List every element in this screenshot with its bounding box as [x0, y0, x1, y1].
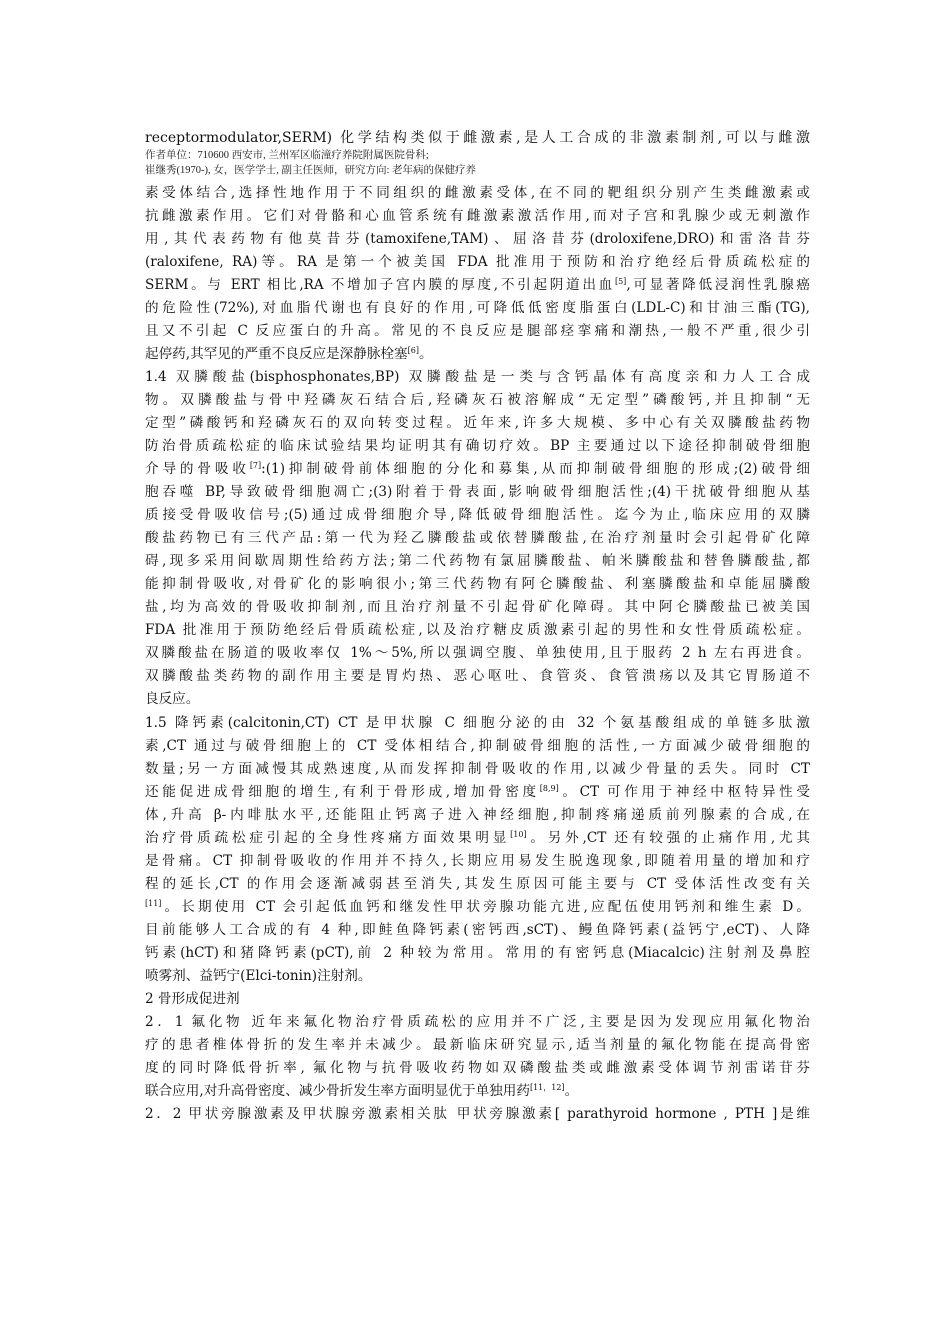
text-segment: 素,CT 通过与破骨细胞上的 CT 受体相结合,抑制破骨细胞的活性,一方面减少破骨细胞的	[145, 738, 810, 754]
text-line	[145, 504, 810, 526]
text-line	[145, 919, 810, 941]
text-line	[145, 527, 810, 549]
citation-ref: [11]	[145, 899, 162, 908]
text-segment: FDA 批准用于预防绝经后骨质疏松症,以及治疗糖皮质激素引起的男性和女性骨质疏松症。	[145, 622, 810, 638]
text-line	[145, 343, 810, 365]
text-line	[145, 297, 810, 319]
text-segment: 质接受骨吸收信号;(5)通过成骨细胞介导,降低破骨细胞活性。迄今为止,临床应用的双膦	[145, 507, 810, 523]
text-line	[145, 1034, 810, 1056]
text-line	[145, 228, 810, 250]
author-unit-note: 作者单位：710600 西安市, 兰州军区临潼疗养院附属医院骨科;	[145, 150, 429, 161]
text-segment: 体,升高 β-内啡肽水平,还能阻止钙离子进入神经细胞,抑制疼痛递质前列腺素的合成,在	[145, 807, 810, 823]
text-line	[145, 781, 810, 803]
text-segment: 2．1 氟化物 近年来氟化物治疗骨质疏松的应用并不广泛,主要是因为发现应用氟化物治	[145, 1014, 810, 1030]
text-segment: 还能促进成骨细胞的增生,有利于骨形成,增加骨密度	[145, 784, 540, 800]
citation-ref: [7]	[249, 461, 262, 470]
text-segment: 。另外,CT 还有较强的止痛作用,尤其	[526, 830, 810, 846]
text-segment: 防治骨质疏松症的临床试验结果均证明其有确切疗效。BP 主要通过以下途径抑制破骨细胞	[145, 438, 810, 454]
text-line	[145, 665, 810, 687]
text-segment: 且又不引起 C 反应蛋白的升高。常见的不良反应是腿部痉挛痛和潮热,一般不严重,很少引	[145, 323, 810, 339]
text-segment: 。	[418, 346, 433, 362]
text-line	[145, 873, 810, 895]
text-segment: 酸盐药物已有三代产品:第一代为羟乙膦酸盐或依替膦酸盐,在治疗剂量时会引起骨矿化障	[145, 530, 810, 546]
text-segment: 良反应。	[145, 691, 200, 707]
text-line	[145, 942, 810, 964]
text-line	[145, 735, 810, 757]
text-segment: 治疗骨质疏松症引起的全身性疼痛方面效果明显	[145, 830, 511, 846]
text-segment: 度的同时降低骨折率, 氟化物与抗骨吸收药物如双磷酸盐类或雌激素受体调节剂雷诺苷芬	[145, 1060, 810, 1076]
text-line	[145, 1011, 810, 1033]
text-line	[145, 573, 810, 595]
text-line	[145, 988, 810, 1010]
text-segment: 双膦酸盐在肠道的吸收率仅 1%～5%,所以强调空腹、单独使用,且于服药 2 h 左右再进食。	[145, 645, 810, 661]
text-segment: 目前能够人工合成的有 4 种,即鲑鱼降钙素(密钙西,sCT)、鳗鱼降钙素(益钙宁,eCT)、人降	[145, 922, 810, 938]
text-segment: receptormodulator,SERM) 化学结构类似于雌激素,是人工合成的非激素制剂,可以与雌激	[145, 130, 810, 146]
citation-ref: [8,9]	[539, 784, 559, 793]
text-segment: 联合应用,对升高骨密度、减少骨折发生率方面明显优于单独用药	[145, 1083, 530, 1099]
text-line	[145, 366, 810, 388]
text-line	[145, 435, 810, 457]
text-line	[145, 642, 810, 664]
text-line	[145, 274, 810, 296]
text-segment: 胞吞噬 BP,导致破骨细胞凋亡;(3)附着于骨表面,影响破骨细胞活性;(4)干扰破骨细胞从基	[145, 484, 810, 500]
text-line	[145, 688, 810, 710]
text-line	[145, 1057, 810, 1079]
text-line	[145, 320, 810, 342]
text-line	[145, 619, 810, 641]
text-segment: 双膦酸盐类药物的副作用主要是胃灼热、恶心呕吐、食管炎、食管溃疡以及其它胃肠道不	[145, 668, 810, 684]
text-line	[145, 827, 810, 849]
text-segment: 数量;另一方面减慢其成熟速度,从而发挥抑制骨吸收的作用,以减少骨量的丢失。同时 CT	[145, 761, 810, 777]
text-line	[145, 251, 810, 273]
text-segment: 的危险性(72%),对血脂代谢也有良好的作用,可降低低密度脂蛋白(LDL-C)和甘油三酯(TG),	[145, 300, 810, 316]
text-segment: 喷雾剂、益钙宁(Elci-tonin)注射剂。	[145, 968, 372, 984]
text-segment: 抗雌激素作用。它们对骨骼和心血管系统有雌激素激活作用,而对子宫和乳腺少或无刺激作	[145, 208, 810, 224]
text-line	[145, 896, 810, 918]
text-segment: 介导的骨吸收	[145, 461, 250, 477]
citation-ref: [10]	[510, 830, 527, 839]
text-segment: 能抑制骨吸收,对骨矿化的影响很小;第三代药物有阿仑膦酸盐、利塞膦酸盐和卓能屈膦酸	[145, 576, 810, 592]
text-segment: :(1)抑制破骨前体细胞的分化和募集,从而抑制破骨细胞的形成;(2)破骨细	[261, 461, 810, 477]
text-line	[145, 758, 810, 780]
text-line	[145, 389, 810, 411]
text-line	[145, 1103, 810, 1125]
text-segment: 起停药,其罕见的严重不良反应是深静脉栓塞	[145, 346, 408, 362]
text-segment: 素受体结合,选择性地作用于不同组织的雌激素受体,在不同的靶组织分别产生类雌激素或	[145, 185, 810, 201]
text-line	[145, 458, 810, 480]
citation-ref: [11，12]	[529, 1083, 565, 1092]
text-segment: 钙素(hCT)和猪降钙素(pCT),前 2 种较为常用。常用的有密钙息(Miacalcic)注射剂及鼻腔	[145, 945, 810, 961]
text-line	[145, 596, 810, 618]
text-segment: ,可显著降低浸润性乳腺癌	[626, 277, 810, 293]
text-segment: 程的延长,CT 的作用会逐渐减弱甚至消失,其发生原因可能主要与 CT 受体活性改变有关	[145, 876, 810, 892]
text-segment: 是骨痛。CT 抑制骨吸收的作用并不持久,长期应用易发生脱逸现象,即随着用量的增加和疗	[145, 853, 810, 869]
text-segment: 2 骨形成促进剂	[145, 991, 240, 1007]
citation-ref: [5]	[614, 277, 627, 286]
citation-ref: [6]	[407, 346, 419, 355]
text-segment: 碍,现多采用间歇周期性给药方法;第二代药物有氯屈膦酸盐、帕米膦酸盐和替鲁膦酸盐,都	[145, 553, 810, 569]
text-line	[145, 1080, 810, 1102]
text-segment: 。长期使用 CT 会引起低血钙和继发性甲状旁腺功能亢进,应配伍使用钙剂和维生素 D。	[161, 899, 810, 915]
text-line	[145, 182, 810, 204]
text-segment: 物。双膦酸盐与骨中羟磷灰石结合后,羟磷灰石被溶解成“无定型”磷酸钙,并且抑制“无	[145, 392, 810, 408]
text-segment: (raloxifene, RA)等。RA 是第一个被美国 FDA 批准用于预防和治疗绝经后骨质疏松症的	[145, 254, 810, 270]
text-segment: SERM。与 ERT 相比,RA 不增加子宫内膜的厚度,不引起阴道出血	[145, 277, 615, 293]
text-segment: 盐,均为高效的骨吸收抑制剂,而且治疗剂量不引起骨矿化障碍。其中阿仑膦酸盐已被美国	[145, 599, 810, 615]
author-bio-note: 崔继秀(1970-), 女，医学学士, 副主任医师，研究方向: 老年病的保健疗养	[145, 165, 477, 176]
text-line	[145, 965, 810, 987]
text-segment: 。	[564, 1083, 579, 1099]
text-line	[145, 850, 810, 872]
text-segment: 。CT 可作用于神经中枢特异性受	[558, 784, 810, 800]
text-line	[145, 550, 810, 572]
text-segment: 疗的患者椎体骨折的发生率并未减少。最新临床研究显示,适当剂量的氟化物能在提高骨密	[145, 1037, 810, 1053]
text-line	[145, 481, 810, 503]
text-segment: 定型”磷酸钙和羟磷灰石的双向转变过程。近年来,许多大规模、多中心有关双膦酸盐药物	[145, 415, 810, 431]
text-line	[145, 127, 810, 149]
text-line	[145, 205, 810, 227]
text-line	[145, 412, 810, 434]
text-segment: 用,其代表药物有他莫昔芬(tamoxifene,TAM)、屈洛昔芬(droloxifene,DRO)和雷洛昔芬	[145, 231, 810, 247]
text-segment: 2．2 甲状旁腺激素及甲状腺旁激素相关肽 甲状旁腺激素[ parathyroid hormone , PTH ]是维	[145, 1106, 810, 1122]
text-segment: 1.4 双膦酸盐(bisphosphonates,BP) 双膦酸盐是一类与含钙晶体有高度亲和力人工合成	[145, 369, 810, 385]
text-segment: 1.5 降钙素(calcitonin,CT) CT 是甲状腺 C 细胞分泌的由 32 个氨基酸组成的单链多肽激	[145, 715, 810, 731]
text-line	[145, 804, 810, 826]
text-line	[145, 712, 810, 734]
